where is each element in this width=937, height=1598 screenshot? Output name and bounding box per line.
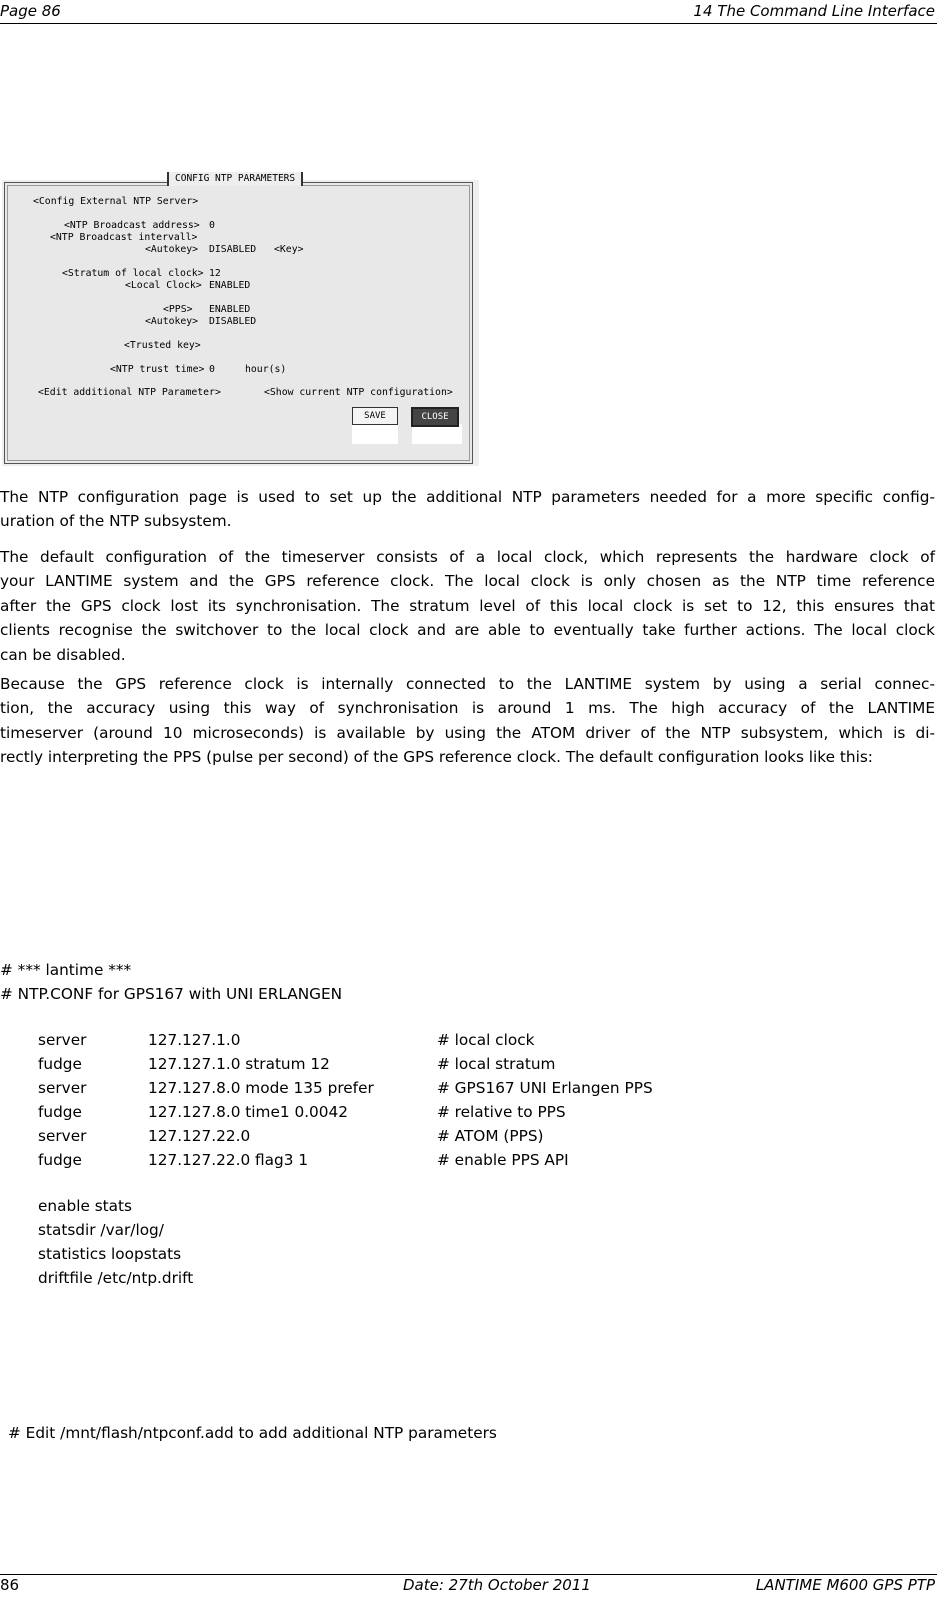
config-comment: # NTP.CONF for GPS167 with UNI ERLANGEN [0, 985, 343, 1003]
autokey-value[interactable]: DISABLED [209, 244, 257, 255]
broadcast-address-label[interactable]: <NTP Broadcast address> [64, 220, 200, 231]
autokey-label[interactable]: <Autokey> [145, 244, 199, 255]
local-clock-value[interactable]: ENABLED [209, 280, 251, 291]
paragraph-gps-accuracy [0, 672, 935, 770]
autokey-pps-value[interactable]: DISABLED [209, 316, 257, 327]
config-row [0, 1124, 935, 1148]
config-arg: 127.127.8.0 time1 0.0042 [148, 1103, 348, 1121]
edit-note: # Edit /mnt/flash/ntpconf.add to add additional NTP parameters [8, 1424, 497, 1442]
local-clock-label[interactable]: <Local Clock> [125, 280, 202, 291]
config-row [0, 1100, 935, 1124]
config-cmd: server [38, 1031, 87, 1049]
close-button-shadow [412, 424, 462, 444]
header-rule [0, 23, 937, 24]
config-comment: # *** lantime *** [0, 961, 132, 979]
footer-page-number: 86 [0, 1576, 20, 1594]
footer-rule [0, 1574, 937, 1575]
header-page-label: Page 86 [0, 2, 61, 20]
ntp-conf-listing [0, 958, 935, 1398]
stratum-label[interactable]: <Stratum of local clock> [62, 268, 204, 279]
page-header [0, 2, 937, 24]
paragraph-line: your LANTIME system and the GPS reference clock. The local clock is only chosen as the NTP time reference [0, 572, 935, 591]
paragraph-line: after the GPS clock lost its synchronisation. The stratum level of this local clock is set to 12, this ensures that [0, 596, 935, 615]
close-button[interactable]: CLOSE [411, 407, 459, 427]
paragraph-line: The NTP configuration page is used to set up the additional NTP parameters needed for a more specific config- [0, 488, 935, 506]
save-button[interactable]: SAVE [352, 407, 398, 425]
config-row-comment: # ATOM (PPS) [437, 1127, 544, 1145]
config-row-comment: # GPS167 UNI Erlangen PPS [437, 1079, 653, 1097]
paragraph-line: rectly interpreting the PPS (pulse per second) of the GPS reference clock. The default configuration looks like this: [0, 748, 873, 767]
config-cmd: fudge [38, 1151, 82, 1169]
config-stats-line: statsdir /var/log/ [38, 1221, 164, 1239]
config-row-comment: # enable PPS API [437, 1151, 569, 1169]
paragraph-default-config [0, 545, 935, 667]
config-arg: 127.127.1.0 stratum 12 [148, 1055, 330, 1073]
config-external-ntp-server-link[interactable]: <Config External NTP Server> [33, 196, 199, 207]
config-arg: 127.127.22.0 [148, 1127, 251, 1145]
paragraph-line: tion, the accuracy using this way of synchronisation is around 1 ms. The high accuracy of the LANTIME [0, 699, 935, 718]
config-cmd: fudge [38, 1055, 82, 1073]
autokey-pps-label[interactable]: <Autokey> [145, 316, 199, 327]
config-cmd: server [38, 1079, 87, 1097]
ntp-config-dialog [2, 173, 479, 466]
dialog-title: CONFIG NTP PARAMETERS [167, 172, 303, 186]
config-row-comment: # local clock [437, 1031, 535, 1049]
show-current-ntp-link[interactable]: <Show current NTP configuration> [264, 387, 453, 398]
paragraph-line: uration of the NTP subsystem. [0, 512, 232, 531]
config-row [0, 1028, 935, 1052]
config-arg: 127.127.8.0 mode 135 prefer [148, 1079, 374, 1097]
config-arg: 127.127.22.0 flag3 1 [148, 1151, 309, 1169]
config-cmd: fudge [38, 1103, 82, 1121]
ntp-trust-time-unit: hour(s) [245, 364, 287, 375]
ntp-trust-time-label[interactable]: <NTP trust time> [110, 364, 205, 375]
page-footer [0, 1576, 937, 1596]
broadcast-address-value[interactable]: 0 [209, 220, 215, 231]
config-cmd: server [38, 1127, 87, 1145]
header-chapter-title: 14 The Command Line Interface [693, 2, 935, 20]
config-stats-line: enable stats [38, 1197, 133, 1215]
config-row-comment: # relative to PPS [437, 1103, 566, 1121]
ntp-trust-time-value[interactable]: 0 [209, 364, 215, 375]
paragraph-line: clients recognise the switchover to the local clock and are able to eventually take further actions. The local clock [0, 621, 935, 640]
config-row [0, 1148, 935, 1172]
broadcast-interval-label[interactable]: <NTP Broadcast intervall> [50, 232, 198, 243]
config-row-comment: # local stratum [437, 1055, 556, 1073]
config-arg: 127.127.1.0 [148, 1031, 241, 1049]
paragraph-intro [0, 485, 935, 534]
stratum-value[interactable]: 12 [209, 268, 221, 279]
paragraph-line: Because the GPS reference clock is internally connected to the LANTIME system by using a serial connec- [0, 675, 935, 693]
config-row [0, 1076, 935, 1100]
trusted-key-link[interactable]: <Trusted key> [124, 340, 201, 351]
config-row [0, 1052, 935, 1076]
paragraph-line: The default configuration of the timeserver consists of a local clock, which represents the hardware clock of [0, 548, 935, 566]
edit-additional-ntp-link[interactable]: <Edit additional NTP Parameter> [38, 387, 221, 398]
config-stats-line: statistics loopstats [38, 1245, 182, 1263]
paragraph-line: timeserver (around 10 microseconds) is available by using the ATOM driver of the NTP subsystem, which is di- [0, 723, 935, 742]
paragraph-line: can be disabled. [0, 645, 126, 664]
key-link[interactable]: <Key> [274, 244, 304, 255]
footer-product: LANTIME M600 GPS PTP [755, 1576, 935, 1594]
pps-label[interactable]: <PPS> [163, 304, 193, 315]
footer-date: Date: 27th October 2011 [403, 1576, 591, 1594]
pps-value[interactable]: ENABLED [209, 304, 251, 315]
config-stats-line: driftfile /etc/ntp.drift [38, 1269, 194, 1287]
save-button-shadow [352, 424, 398, 444]
